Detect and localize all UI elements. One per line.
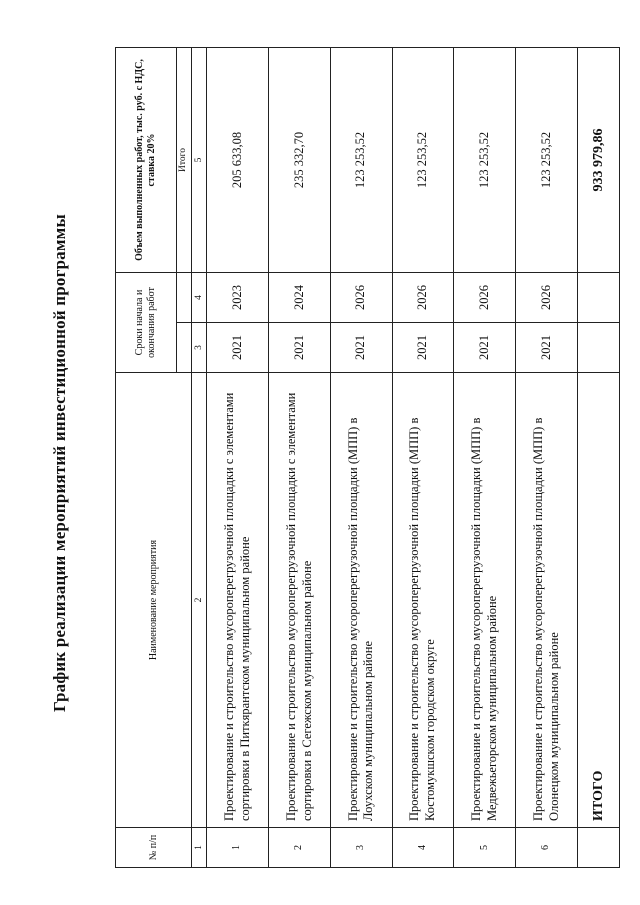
table-row	[269, 48, 331, 868]
total-value: 933 979,86	[577, 48, 619, 273]
row-start-year: 2021	[207, 323, 269, 373]
total-empty-cell	[577, 273, 619, 323]
header-volume-sub: Итого	[176, 48, 191, 273]
table-header-row	[116, 48, 177, 868]
row-number: 6	[516, 828, 578, 868]
header-name: Наименование мероприятия	[116, 373, 192, 828]
schedule-table	[115, 47, 620, 868]
table-row	[392, 48, 454, 868]
row-number: 5	[454, 828, 516, 868]
header-start-col	[176, 323, 191, 373]
row-name: Проектирование и строительство мусороперегрузочной площадки (МПП) в Медвежьегорском муниципальном районе	[454, 373, 516, 828]
row-end-year: 2024	[269, 273, 331, 323]
row-start-year: 2021	[330, 323, 392, 373]
row-name: Проектирование и строительство мусороперегрузочной площадки (МПП) в Костомукшском городском округе	[392, 373, 454, 828]
rotated-sheet	[50, 48, 630, 878]
row-name: Проектирование и строительство мусороперегрузочной площадки с элементами сортировки в Сегежском муниципальном районе	[269, 373, 331, 828]
col-number: 1	[192, 828, 207, 868]
row-number: 1	[207, 828, 269, 868]
col-number: 4	[192, 273, 207, 323]
table-row	[330, 48, 392, 868]
header-no: № п/п	[116, 828, 192, 868]
header-volume: Объем выполненных работ, тыс. руб. с НДС, ставка 20%	[116, 48, 177, 273]
row-end-year: 2026	[330, 273, 392, 323]
col-number: 3	[192, 323, 207, 373]
table-row	[516, 48, 578, 868]
row-total: 235 332,70	[269, 48, 331, 273]
row-name: Проектирование и строительство мусороперегрузочной площадки (МПП) в Лоухском муниципальном районе	[330, 373, 392, 828]
row-end-year: 2023	[207, 273, 269, 323]
row-number: 4	[392, 828, 454, 868]
row-start-year: 2021	[269, 323, 331, 373]
header-end-col	[176, 273, 191, 323]
row-total: 123 253,52	[392, 48, 454, 273]
row-end-year: 2026	[516, 273, 578, 323]
total-row	[577, 48, 619, 868]
col-number: 2	[192, 373, 207, 828]
total-empty-cell	[577, 323, 619, 373]
row-total: 123 253,52	[330, 48, 392, 273]
total-label: ИТОГО	[577, 373, 619, 828]
document-title: График реализации мероприятий инвестиционной программы	[50, 214, 69, 712]
row-name: Проектирование и строительство мусороперегрузочной площадки (МПП) в Олонецком муниципальном районе	[516, 373, 578, 828]
row-total: 123 253,52	[454, 48, 516, 273]
row-total: 123 253,52	[516, 48, 578, 273]
row-end-year: 2026	[454, 273, 516, 323]
total-empty-cell	[577, 828, 619, 868]
column-number-row	[192, 48, 207, 868]
header-dates: Сроки начала и окончания работ	[116, 273, 177, 373]
row-number: 2	[269, 828, 331, 868]
table-row	[454, 48, 516, 868]
row-end-year: 2026	[392, 273, 454, 323]
row-start-year: 2021	[454, 323, 516, 373]
row-start-year: 2021	[516, 323, 578, 373]
row-start-year: 2021	[392, 323, 454, 373]
table-row	[207, 48, 269, 868]
col-number: 5	[192, 48, 207, 273]
row-total: 205 633,08	[207, 48, 269, 273]
row-number: 3	[330, 828, 392, 868]
row-name: Проектирование и строительство мусороперегрузочной площадки с элементами сортировки в Питкярантском муниципальном районе	[207, 373, 269, 828]
